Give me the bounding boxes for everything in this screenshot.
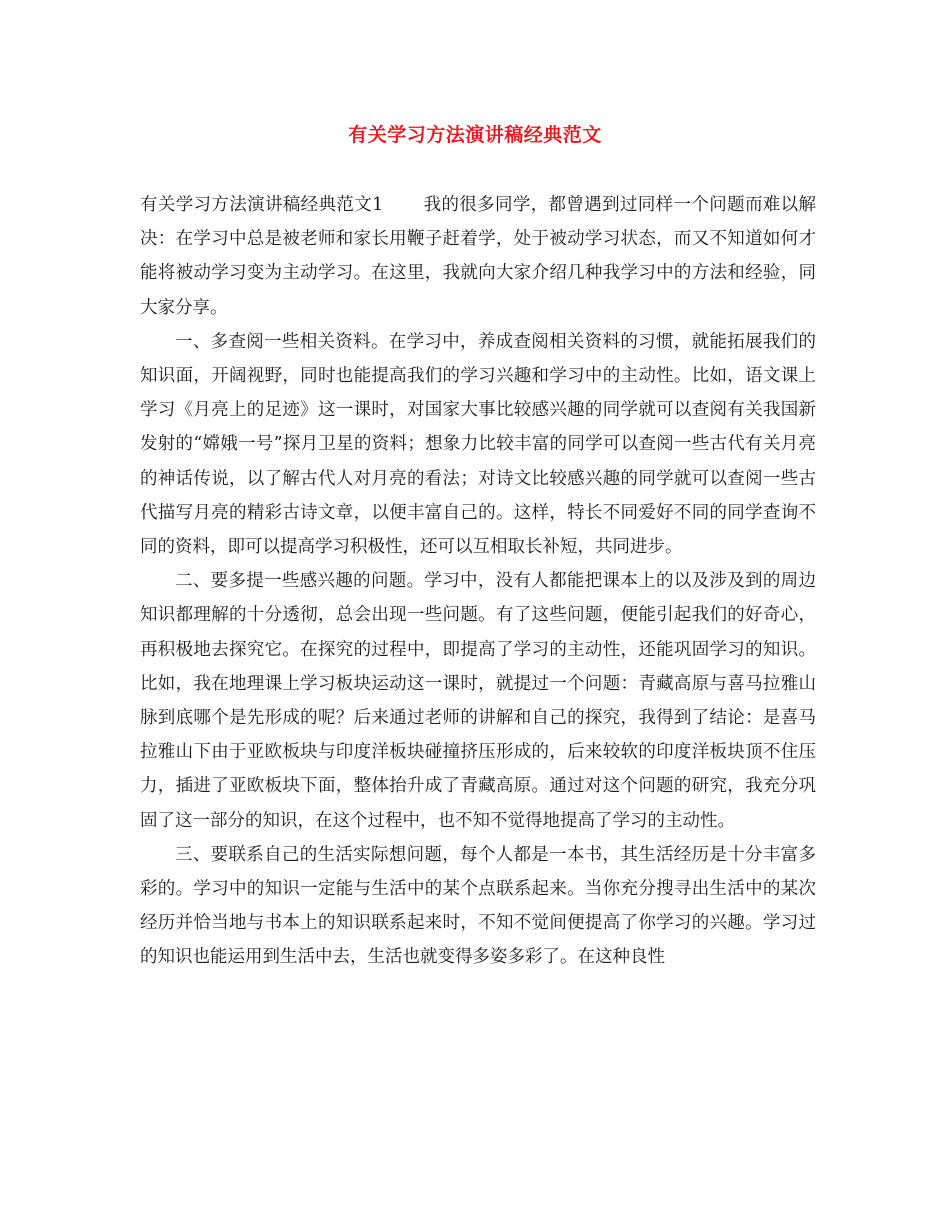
document-title: 有关学习方法演讲稿经典范文 [348,124,602,146]
intro-paragraph [140,188,816,325]
paragraph-point-2: 二、要多提一些感兴趣的问题。学习中，没有人都能把课本上的以及涉及到的周边知识都理解的十分透彻，总会出现一些问题。有了这些问题，便能引起我们的好奇心，再积极地去探究它。在探究的过程中，即提高了学习的主动性，还能巩固学习的知识。比如，我在地理课上学习板块运动这一课时，就提过一个问题：青藏高原与喜马拉雅山脉到底哪个是先形成的呢？后来通过老师的讲解和自己的探究，我得到了结论：是喜马拉雅山下由于亚欧板块与印度洋板块碰撞挤压形成的，后来较软的印度洋板块顶不住压力，插进了亚欧板块下面，整体抬升成了青藏高原。通过对这个问题的研究，我充分巩固了这一部分的知识，在这个过程中，也不知不觉得地提高了学习的主动性。 [140,571,816,831]
intro-text: 我的很多同学，都曾遇到过同样一个问题而难以解决：在学习中总是被老师和家长用鞭子赶着学，处于被动学习状态，而又不知道如何才能将被动学习变为主动学习。在这里，我就向大家介绍几种我学习中的方法和经验，同大家分享。 [140,195,817,318]
document-body [140,188,816,975]
paragraph-point-1: 一、多查阅一些相关资料。在学习中，养成查阅相关资料的习惯，就能拓展我们的知识面，开阔视野，同时也能提高我们的学习兴趣和学习中的主动性。比如，语文课上学习《月亮上的足迹》这一课时，对国家大事比较感兴趣的同学就可以查阅有关我国新发射的“嫦娥一号”探月卫星的资料；想象力比较丰富的同学可以查阅一些古代有关月亮的神话传说，以了解古代人对月亮的看法；对诗文比较感兴趣的同学就可以查阅一些古代描写月亮的精彩古诗文章，以便丰富自己的。这样，特长不同爱好不同的同学查询不同的资料，即可以提高学习积极性，还可以互相取长补短，共同进步。 [140,331,816,558]
section-heading: 有关学习方法演讲稿经典范文1 [140,195,384,215]
paragraph-point-3: 三、要联系自己的生活实际想问题，每个人都是一本书，其生活经历是十分丰富多彩的。学习中的知识一定能与生活中的某个点联系起来。当你充分搜寻出生活中的某次经历并恰当地与书本上的知识联系起来时，不知不觉间便提高了你学习的兴趣。学习过的知识也能运用到生活中去，生活也就变得多姿多彩了。在这种良性 [140,844,816,968]
